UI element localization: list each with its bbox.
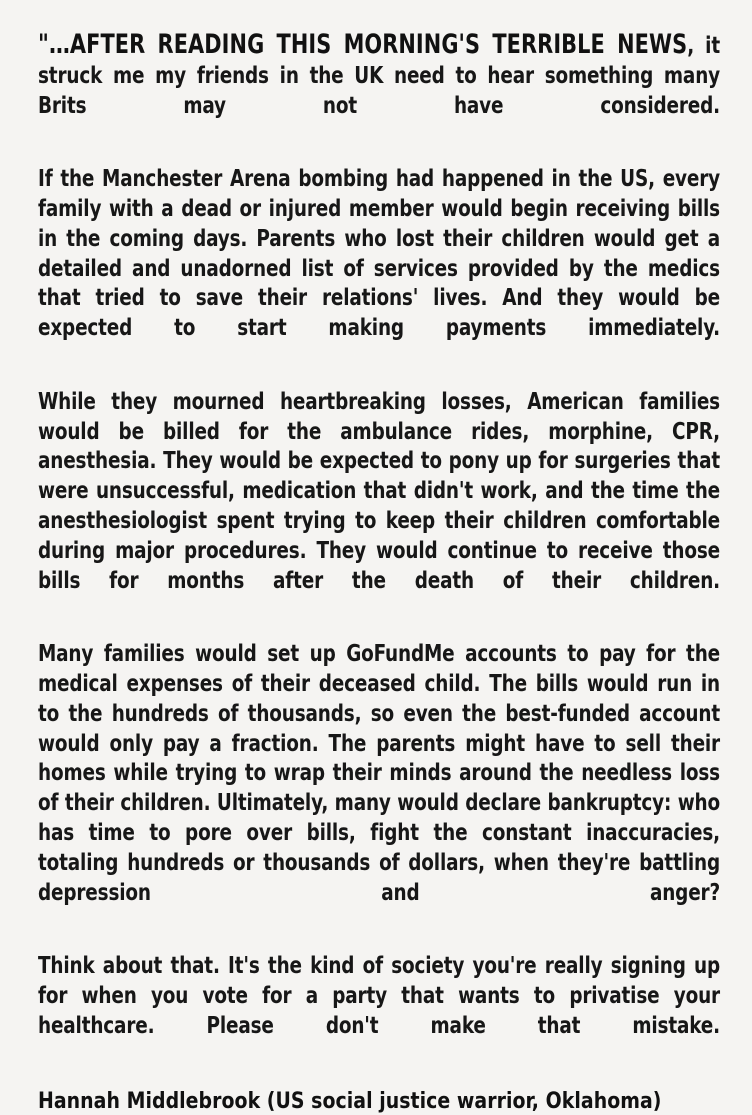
- paragraph-manchester-bills: If the Manchester Arena bombing had happened in the US, every family with a dead or injured member would begin receiving bills in the coming days. Parents who lost their children would get a detailed and unadorned list of services provided by the medics that tried to save their relations' lives. And they would be expected to start making payments immediately.: [38, 164, 720, 342]
- paragraph-gofundme-bankruptcy: Many families would set up GoFundMe accounts to pay for the medical expenses of their deceased child. The bills would run in to the hundreds of thousands, so even the best-funded account would only pay a fraction. The parents might have to sell their homes while trying to wrap their minds around the needless loss of their children. Ultimately, many would declare bankruptcy: who has time to pore over bills, fight the constant inaccuracies, totaling hundreds or thousands of dollars, when they're battling depression and anger?: [38, 639, 720, 906]
- lead-continuation-text: , it struck me my friends in the UK need to hear something many Brits may not have considered.: [38, 31, 720, 119]
- author-attribution: Hannah Middlebrook (US social justice warrior, Oklahoma): [38, 1088, 662, 1115]
- paragraph-closing-appeal: Think about that. It's the kind of society you're really signing up for when you vote for a party that wants to privatise your healthcare. Please don't make that mistake.: [38, 951, 720, 1039]
- paragraph-itemized-charges: While they mourned heartbreaking losses, American families would be billed for the ambulance rides, morphine, CPR, anesthesia. They would be expected to pony up for surgeries that were unsuccessful, medication that didn't work, and the time the anesthesiologist spent trying to keep their children comfortable during major procedures. They would continue to receive those bills for months after the death of their children.: [38, 386, 720, 594]
- lead-display-headline: "…AFTER READING THIS MORNING'S TERRIBLE NEWS: [38, 29, 688, 60]
- lead-paragraph: [38, 30, 720, 150]
